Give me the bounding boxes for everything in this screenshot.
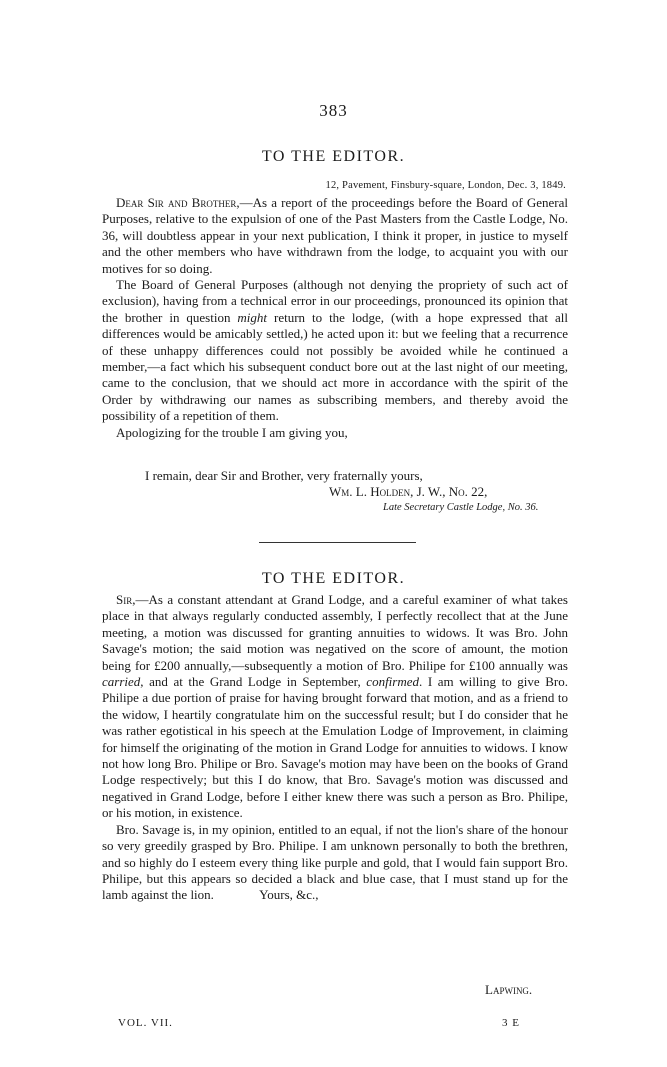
letter2-paragraph-1: Sir,—As a constant attendant at Grand Lodge, and a careful examiner of what takes place in that always regularly conducted assembly, I perfectly recollect that at the June meeting, a motion was discussed for granting annuities to widows. It was Bro. John Savage's motion; the said motion was negatived on the score of amount, the motion being for £200 annually,—subsequently a motion of Bro. Philipe for £100 annually was carried, and at the Grand Lodge in September, confirmed. I am willing to give Bro. Philipe a due portion of praise for having brought forward that motion, and as a friend to the widow, I heartily congratulate him on the successful result; but I do consider that he was rather egotistical in his speech at the Emulation Lodge of Improvement, in claiming for himself the originating of the motion in Grand Lodge for annuities to widows. I know not how long Bro. Philipe or Bro. Savage's motion may have been on the books of Grand Lodge respectively; but this I do know, that Bro. Savage's motion was discussed and negatived in Grand Lodge, before I either knew there was such a person as Bro. Philipe, or his motion, in existence. xyxy=(102,592,568,821)
letter1-signature-title: Late Secretary Castle Lodge, No. 36. xyxy=(383,502,539,513)
letter2-closing: Yours, &c., xyxy=(259,887,319,903)
letter2-heading: TO THE EDITOR. xyxy=(261,570,406,587)
letter2-salutation: Sir, xyxy=(116,592,136,607)
letter1-salutation: Dear Sir and Brother, xyxy=(116,195,240,210)
letter2-body xyxy=(102,592,568,904)
letter1-signature: Wm. L. Holden, J. W., No. 22, xyxy=(329,484,488,499)
letter2-paragraph-2: Bro. Savage is, in my opinion, entitled to an equal, if not the lion's share of the honour so very greedily grasped by Bro. Philipe. I am unknown personally to both the brethren, and so highly do I esteem every thing like purple and gold, that I would fain support Bro. Philipe, but this appears so decided a black and blue case, that I must stand up for the lamb against the lion. Yours, &c., xyxy=(102,821,568,903)
section-divider xyxy=(259,542,416,543)
letter1-paragraph-1: Dear Sir and Brother,—As a report of the proceedings before the Board of General Purposes, relative to the expulsion of one of the Past Masters from the Castle Lodge, No. 36, will doubtless appear in your next publication, I think it proper, in justice to myself and the other members who have withdrawn from the lodge, to acquaint you with our motives for so doing. xyxy=(102,195,568,276)
letter1-body xyxy=(102,195,568,441)
letter1-heading: TO THE EDITOR. xyxy=(261,148,406,165)
letter1-paragraph-3: Apologizing for the trouble I am giving you, xyxy=(116,424,348,440)
letter2-signature: Lapwing. xyxy=(485,982,533,997)
letter1-paragraph-2: The Board of General Purposes (although not denying the propriety of such act of exclusion), having from a technical error in our proceedings, pronounced its opinion that the brother in question might return to the lodge, (with a hope expressed that all differences would be amicably settled,) he acted upon it: but we feeling that a recurrence of these unhappy differences could not possibly be avoided while he continued a member,—a fact which his subsequent conduct bore out at the last night of our meeting, came to the conclusion, that we should act more in accordance with the spirit of the Order by withdrawing our names as subscribing members, and thereby avoid the possibility of a repetition of them. xyxy=(102,277,568,424)
letter1-closing: I remain, dear Sir and Brother, very fraternally yours, xyxy=(145,468,423,483)
letter1-address: 12, Pavement, Finsbury-square, London, Dec. 3, 1849. xyxy=(325,180,566,191)
page-number: 383 xyxy=(319,101,348,120)
footer-signature-mark: 3 E xyxy=(502,1017,520,1029)
footer-volume: VOL. VII. xyxy=(118,1017,173,1029)
